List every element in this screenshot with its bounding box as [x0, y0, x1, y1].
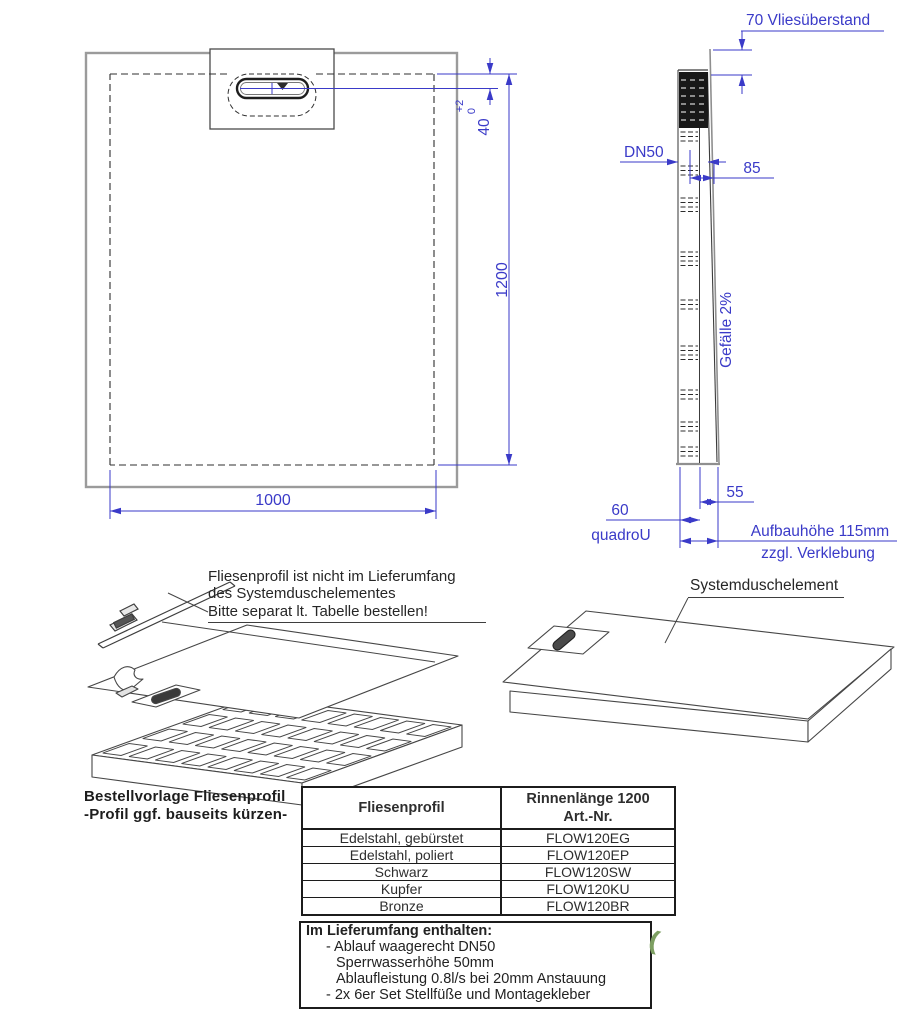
cover-sheet [88, 625, 458, 718]
dim-60-label: 60 [611, 502, 629, 519]
finish-cell: Kupfer [302, 881, 501, 898]
fliesenprofil-note [208, 568, 486, 623]
finish-cell: Edelstahl, gebürstet [302, 829, 501, 847]
scope-item: - Ablauf waagerecht DN50 [326, 938, 496, 955]
caption-line1: Bestellvorlage Fliesenprofil [84, 788, 286, 805]
table-row [302, 881, 675, 898]
note-line2: des Systemduschelementes [208, 585, 396, 603]
dim-drain-offset-label: 40 [476, 118, 493, 136]
fleece-layer-line [710, 49, 719, 463]
build-height-label2: zzgl. Verklebung [761, 545, 875, 562]
tolerance-zero-label: 0 [466, 107, 478, 115]
plan-view [86, 49, 457, 487]
table-row [302, 847, 675, 864]
drain-dn-label: DN50 [624, 144, 664, 161]
note-line1: Fliesenprofil ist nicht im Lieferumfang [208, 568, 456, 585]
col-artnr-header-line1: Rinnenlänge 1200 [526, 790, 650, 807]
scope-item: Ablaufleistung 0.8l/s bei 20mm Anstauung [336, 970, 607, 987]
artnr-cell: FLOW120EP [501, 847, 675, 864]
fleece-dim-label: 70 Vliesüberstand [746, 12, 871, 29]
slope-label: Gefälle 2% [718, 292, 735, 368]
dim-length-label: 1200 [494, 262, 511, 298]
order-table [301, 786, 676, 916]
col-fliesenprofil-header: Fliesenprofil [302, 787, 501, 829]
dim-width-label: 1000 [255, 492, 291, 509]
order-table-header-row [302, 787, 675, 829]
caption-line2: -Profil ggf. bauseits kürzen- [84, 806, 288, 824]
table-row [302, 898, 675, 916]
system-element-label: Systemduschelement [688, 577, 844, 598]
col-artnr-header-line2: Art.-Nr. [563, 809, 613, 825]
green-pen-mark: ( [645, 925, 663, 956]
artnr-cell: FLOW120EG [501, 829, 675, 847]
rail-clamp-upper [120, 604, 138, 616]
scope-item: - 2x 6er Set Stellfüße und Montagekleber [326, 986, 591, 1003]
artnr-cell: FLOW120BR [501, 898, 675, 916]
side-view [676, 49, 720, 464]
dim-55-label: 55 [726, 484, 744, 501]
scope-of-delivery-box [299, 921, 652, 1009]
artnr-cell: FLOW120KU [501, 881, 675, 898]
col-artnr-header [501, 787, 675, 829]
scope-item: Sperrwasserhöhe 50mm [336, 954, 494, 971]
note-line3: Bitte separat lt. Tabelle bestellen! [208, 602, 428, 620]
finish-cell: Bronze [302, 898, 501, 916]
table-row [302, 864, 675, 881]
tolerance-plus-label: +2 [454, 99, 466, 113]
build-height-label: Aufbauhöhe 115mm [750, 523, 890, 540]
dim-85-label: 85 [743, 160, 761, 177]
order-table-caption [84, 788, 287, 825]
scope-title: Im Lieferumfang enthalten: [306, 923, 493, 939]
side-dimensions [606, 31, 897, 548]
board-hatch-groups [681, 132, 699, 456]
element-edge-dashed [110, 74, 434, 465]
finish-cell: Schwarz [302, 864, 501, 881]
system-name-label: quadroU [591, 527, 651, 544]
table-row [302, 829, 675, 847]
finish-cell: Edelstahl, poliert [302, 847, 501, 864]
system-element-iso-drawing [488, 570, 908, 760]
artnr-cell: FLOW120SW [501, 864, 675, 881]
system-element-body [503, 611, 894, 742]
